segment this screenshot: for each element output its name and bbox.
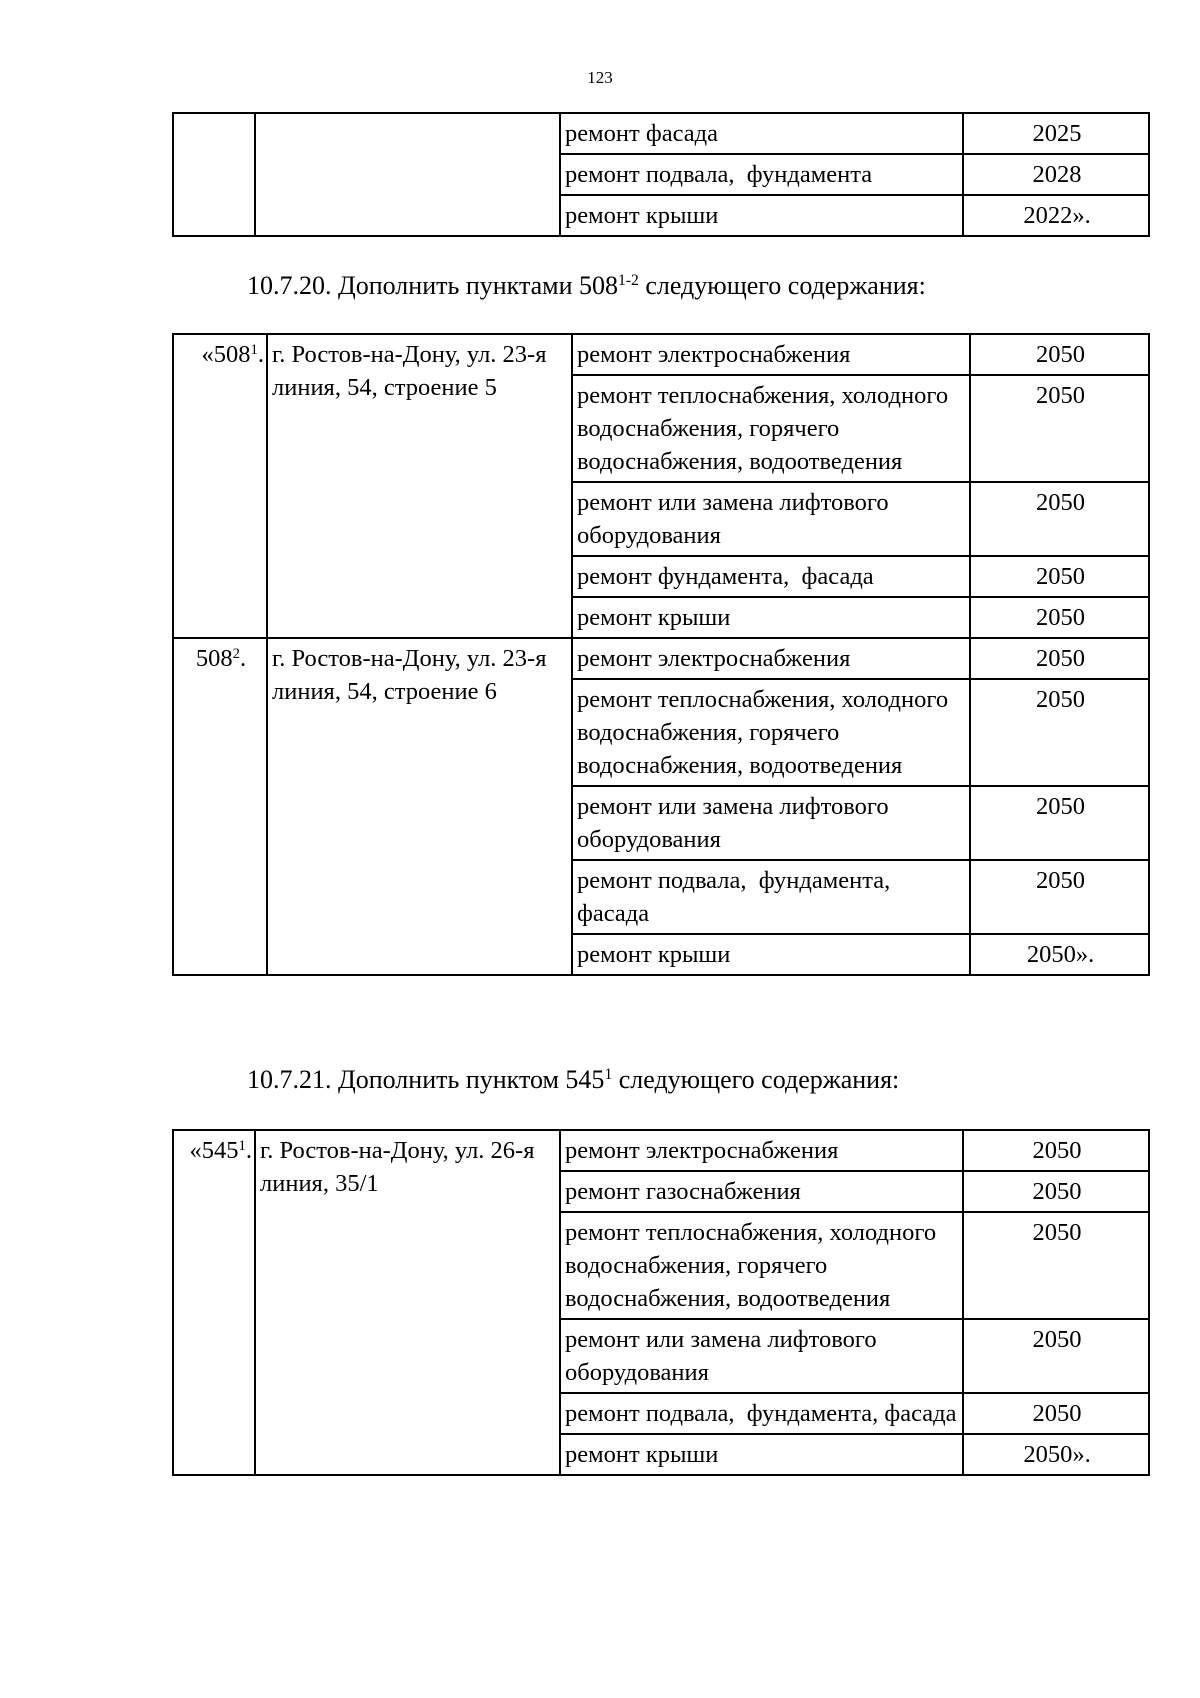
work-cell: ремонт крыши (572, 934, 970, 975)
work-cell: ремонт или замена лифтового оборудования (572, 482, 970, 556)
address-cell: г. Ростов-на-Дону, ул. 26-я линия, 35/1 (255, 1130, 560, 1475)
year-cell: 2050 (970, 638, 1149, 679)
item-number-cell: «$508^1$. (173, 334, 267, 638)
table-row (173, 113, 1149, 154)
heading-text: 10.7.21. Дополнить пунктом 545 (247, 1065, 605, 1094)
table-continuation (172, 112, 1150, 237)
work-cell: ремонт подвала, фундамента, фасада (572, 860, 970, 934)
work-cell: ремонт электроснабжения (572, 638, 970, 679)
item-number-cell (173, 113, 255, 236)
year-cell: 2050 (963, 1212, 1149, 1319)
work-cell: ремонт газоснабжения (560, 1171, 963, 1212)
year-cell: 2050 (963, 1319, 1149, 1393)
year-cell: 2050 (963, 1171, 1149, 1212)
table-row (173, 638, 1149, 679)
work-cell: ремонт или замена лифтового оборудования (560, 1319, 963, 1393)
year-cell: 2050 (963, 1130, 1149, 1171)
address-cell: г. Ростов-на-Дону, ул. 23-я линия, 54, строение 5 (267, 334, 572, 638)
heading-superscript: 1 (604, 1066, 613, 1084)
work-cell: ремонт электроснабжения (560, 1130, 963, 1171)
year-cell: 2050 (963, 1393, 1149, 1434)
work-cell: ремонт фундамента, фасада (572, 556, 970, 597)
heading-text: 10.7.20. Дополнить пунктами 508 (247, 271, 619, 300)
work-cell: ремонт электроснабжения (572, 334, 970, 375)
item-number-cell: «$545^1$. (173, 1130, 255, 1475)
table-section-10-7-21 (172, 1129, 1150, 1476)
section-heading-10-7-20 (172, 268, 1148, 304)
address-cell: г. Ростов-на-Дону, ул. 23-я линия, 54, строение 6 (267, 638, 572, 975)
work-cell: ремонт крыши (560, 195, 963, 236)
heading-superscript: 1-2 (618, 272, 639, 290)
work-cell: ремонт фасада (560, 113, 963, 154)
work-cell: ремонт крыши (560, 1434, 963, 1475)
item-number-cell: $508^2$. (173, 638, 267, 975)
table-row (173, 1130, 1149, 1171)
work-cell: ремонт теплоснабжения, холодного водоснабжения, горячего водоснабжения, водоотведения (572, 679, 970, 786)
table-section-10-7-20 (172, 333, 1150, 976)
section-heading-10-7-21 (172, 1062, 1148, 1098)
year-cell: 2050 (970, 786, 1149, 860)
year-cell: 2050 (970, 679, 1149, 786)
work-cell: ремонт теплоснабжения, холодного водоснабжения, горячего водоснабжения, водоотведения (560, 1212, 963, 1319)
page-number: 123 (587, 68, 613, 87)
year-cell: 2050 (970, 375, 1149, 482)
table-row (173, 334, 1149, 375)
year-cell: 2050 (970, 334, 1149, 375)
year-cell: 2050 (970, 556, 1149, 597)
year-cell: 2050 (970, 860, 1149, 934)
work-cell: ремонт или замена лифтового оборудования (572, 786, 970, 860)
work-cell: ремонт подвала, фундамента, фасада (560, 1393, 963, 1434)
year-cell: 2022». (963, 195, 1149, 236)
address-cell (255, 113, 560, 236)
heading-text: следующего содержания: (638, 271, 926, 300)
year-cell: 2025 (963, 113, 1149, 154)
year-cell: 2050». (963, 1434, 1149, 1475)
year-cell: 2050 (970, 482, 1149, 556)
work-cell: ремонт подвала, фундамента (560, 154, 963, 195)
work-cell: ремонт крыши (572, 597, 970, 638)
year-cell: 2028 (963, 154, 1149, 195)
heading-text: следующего содержания: (612, 1065, 900, 1094)
year-cell: 2050 (970, 597, 1149, 638)
work-cell: ремонт теплоснабжения, холодного водоснабжения, горячего водоснабжения, водоотведения (572, 375, 970, 482)
year-cell: 2050». (970, 934, 1149, 975)
